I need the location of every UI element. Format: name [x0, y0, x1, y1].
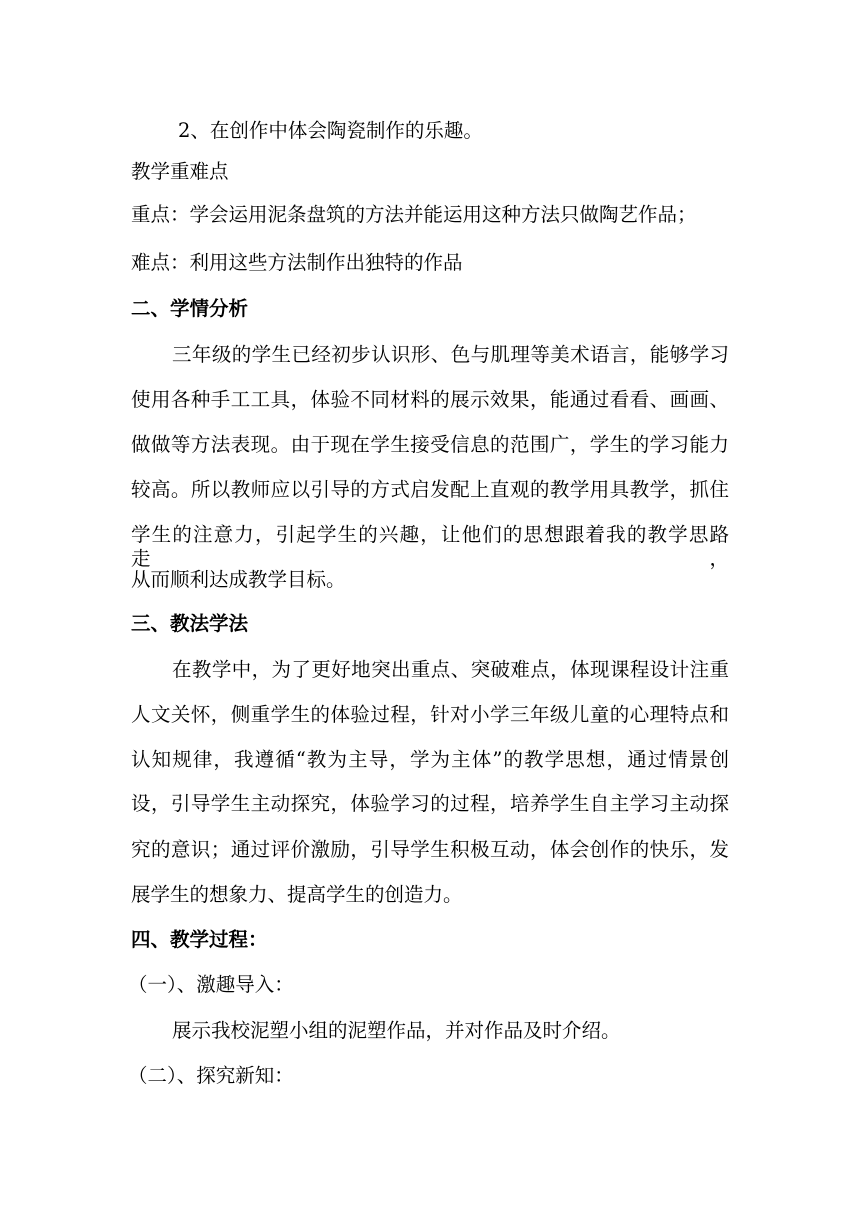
subsection-1-text: 展示我校泥塑小组的泥塑作品，并对作品及时介绍。 [172, 1019, 621, 1042]
section-3-line: 认知规律，我遵循“教为主导，学为主体”的教学思想，通过情景创 [131, 748, 729, 771]
section-2-line: 从而顺利达成教学目标。 [131, 568, 346, 591]
section-3-heading: 三、教法学法 [131, 612, 249, 635]
key-point: 重点：学会运用泥条盘筑的方法并能运用这种方法只做陶艺作品； [131, 203, 697, 226]
section-2-heading: 二、学情分析 [131, 297, 249, 320]
section-3-line: 究的意识；通过评价激励，引导学生积极互动，体会创作的快乐，发 [131, 838, 729, 861]
section-3-line: 设，引导学生主动探究，体验学习的过程，培养学生自主学习主动探 [131, 792, 729, 815]
subsection-1-heading: （一）、激趣导入： [128, 973, 294, 996]
section-2-line: 三年级的学生已经初步认识形、色与肌理等美术语言，能够学习 [172, 343, 729, 366]
section-2-line: 做做等方法表现。由于现在学生接受信息的范围广，学生的学习能力 [131, 433, 729, 456]
section-3-line: 展学生的想象力、提高学生的创造力。 [131, 883, 463, 906]
objective-2: 2、在创作中体会陶瓷制作的乐趣。 [178, 119, 483, 142]
section-4-heading: 四、教学过程： [131, 928, 268, 951]
section-2-line: 较高。所以教师应以引导的方式启发配上直观的教学用具教学，抓住 [131, 478, 729, 501]
section-3-line: 在教学中，为了更好地突出重点、突破难点，体现课程设计注重 [172, 658, 729, 681]
difficult-point: 难点：利用这些方法制作出独特的作品 [131, 251, 463, 274]
subsection-2-heading: （二）、探究新知： [128, 1064, 294, 1087]
section-2-line: 使用各种手工工具，体验不同材料的展示效果，能通过看看、画画、 [131, 388, 729, 411]
section-3-line: 人文关怀，侧重学生的体验过程，针对小学三年级儿童的心理特点和 [131, 703, 729, 726]
key-difficulty-heading: 教学重难点 [131, 160, 229, 183]
section-2-line: 学生的注意力，引起学生的兴趣，让他们的思想跟着我的教学思路走， [131, 523, 729, 570]
